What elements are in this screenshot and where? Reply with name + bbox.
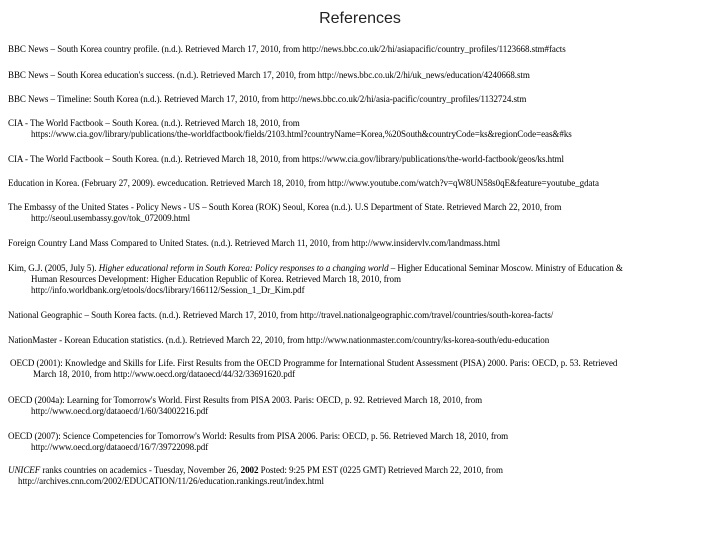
reference-land-mass <box>8 238 708 249</box>
reference-text: OECD (2007): Science Competencies for Tomorrow's World: Results from PISA 2006. Paris: OECD, p. 56. Retrieved March 18, 2010, from <box>8 431 509 441</box>
reference-text-continued: Human Resources Development: Higher Education Republic of Korea. Retrieved March 18, 2010, from <box>31 274 401 284</box>
reference-text: Education in Korea. (February 27, 2009). ewceducation. Retrieved March 18, 2010, from http://www.youtube.com/watch?v=qW8UN58s0qE&feature=youtube_gdata <box>8 178 599 188</box>
reference-bbc-country-profile <box>8 44 708 55</box>
reference-bbc-timeline <box>8 94 708 105</box>
reference-year-bold: 2002 <box>240 465 259 475</box>
reference-kim-2005 <box>8 263 708 296</box>
reference-oecd-2004a <box>8 395 708 417</box>
reference-text: NationMaster - Korean Education statistics. (n.d.). Retrieved March 22, 2010, from http://www.nationmaster.com/country/ks-korea-south/edu-education <box>8 335 550 345</box>
reference-url: http://www.oecd.org/dataoecd/16/7/39722098.pdf <box>31 442 209 452</box>
reference-text: – Higher Educational Seminar Moscow. Ministry of Education & <box>388 263 623 273</box>
reference-education-in-korea <box>8 178 708 189</box>
reference-oecd-2007 <box>8 431 708 453</box>
reference-text: OECD (2004a): Learning for Tomorrow's World. First Results from PISA 2003. Paris: OECD, p. 92. Retrieved March 18, 2010, from <box>8 395 483 405</box>
reference-url: http://seoul.usembassy.gov/tok_072009.html <box>31 213 191 223</box>
reference-nationmaster <box>8 335 708 346</box>
reference-url: https://www.cia.gov/library/publications/the-worldfactbook/fields/2103.html?countryName=Korea,%20South&countryCode=ks&regionCode=eas&#ks <box>31 129 572 139</box>
reference-us-embassy <box>8 202 708 224</box>
reference-text: The Embassy of the United States - Policy News - US – South Korea (ROK) Seoul, Korea (n.d.). U.S Department of State. Retrieved March 22, 2010, from <box>8 202 562 212</box>
reference-text: BBC News – Timeline: South Korea (n.d.). Retrieved March 17, 2010, from http://news.bbc.co.uk/2/hi/asia-pacific/country_profiles/1132724.stm <box>8 94 527 104</box>
reference-cia-factbook-geos <box>8 154 708 165</box>
reference-text: BBC News – South Korea country profile. (n.d.). Retrieved March 17, 2010, from http://news.bbc.co.uk/2/hi/asiapacific/country_profiles/1123668.stm#facts <box>8 44 566 54</box>
reference-title-italic: Higher educational reform in South Korea: Policy responses to a changing world <box>98 263 389 273</box>
reference-text: CIA - The World Factbook – South Korea. (n.d.). Retrieved March 18, 2010, from <box>8 118 300 128</box>
reference-title-italic: UNICEF <box>8 465 41 475</box>
reference-url: http://info.worldbank.org/etools/docs/library/166112/Session_1_Dr_Kim.pdf <box>31 285 305 295</box>
reference-text: CIA - The World Factbook – South Korea. (n.d.). Retrieved March 18, 2010, from https://www.cia.gov/library/publications/the-world-factbook/geos/ks.html <box>8 154 564 164</box>
page-title: References <box>319 10 401 27</box>
reference-text-continued: March 18, 2010, from http://www.oecd.org/dataoecd/44/32/33691620.pdf <box>33 369 296 379</box>
reference-bbc-education-success <box>8 70 708 81</box>
reference-text-continued: Posted: 9:25 PM EST (0225 GMT) Retrieved March 22, 2010, from <box>258 465 503 475</box>
reference-url: http://archives.cnn.com/2002/EDUCATION/11/26/education.rankings.reut/index.html <box>18 476 324 486</box>
reference-cia-factbook-fields <box>8 118 708 140</box>
reference-text: Foreign Country Land Mass Compared to United States. (n.d.). Retrieved March 11, 2010, from http://www.insidervlv.com/landmass.html <box>8 238 501 248</box>
reference-text: ranks countries on academics - Tuesday, November 26, <box>40 465 241 475</box>
reference-text: BBC News – South Korea education's success. (n.d.). Retrieved March 17, 2010, from http://news.bbc.co.uk/2/hi/uk_news/education/4240668.stm <box>8 70 530 80</box>
reference-author: Kim, G.J. (2005, July 5). <box>8 263 99 273</box>
reference-text: National Geographic – South Korea facts. (n.d.). Retrieved March 17, 2010, from http://travel.nationalgeographic.com/travel/countries/south-korea-facts/ <box>8 310 554 320</box>
reference-oecd-2001 <box>10 358 710 380</box>
reference-national-geographic <box>8 310 708 321</box>
reference-unicef <box>8 465 708 487</box>
reference-text: OECD (2001): Knowledge and Skills for Life. First Results from the OECD Programme for International Student Assessment (PISA) 2000. Paris: OECD, p. 53. Retrieved <box>10 358 618 368</box>
reference-url: http://www.oecd.org/dataoecd/1/60/34002216.pdf <box>31 406 209 416</box>
